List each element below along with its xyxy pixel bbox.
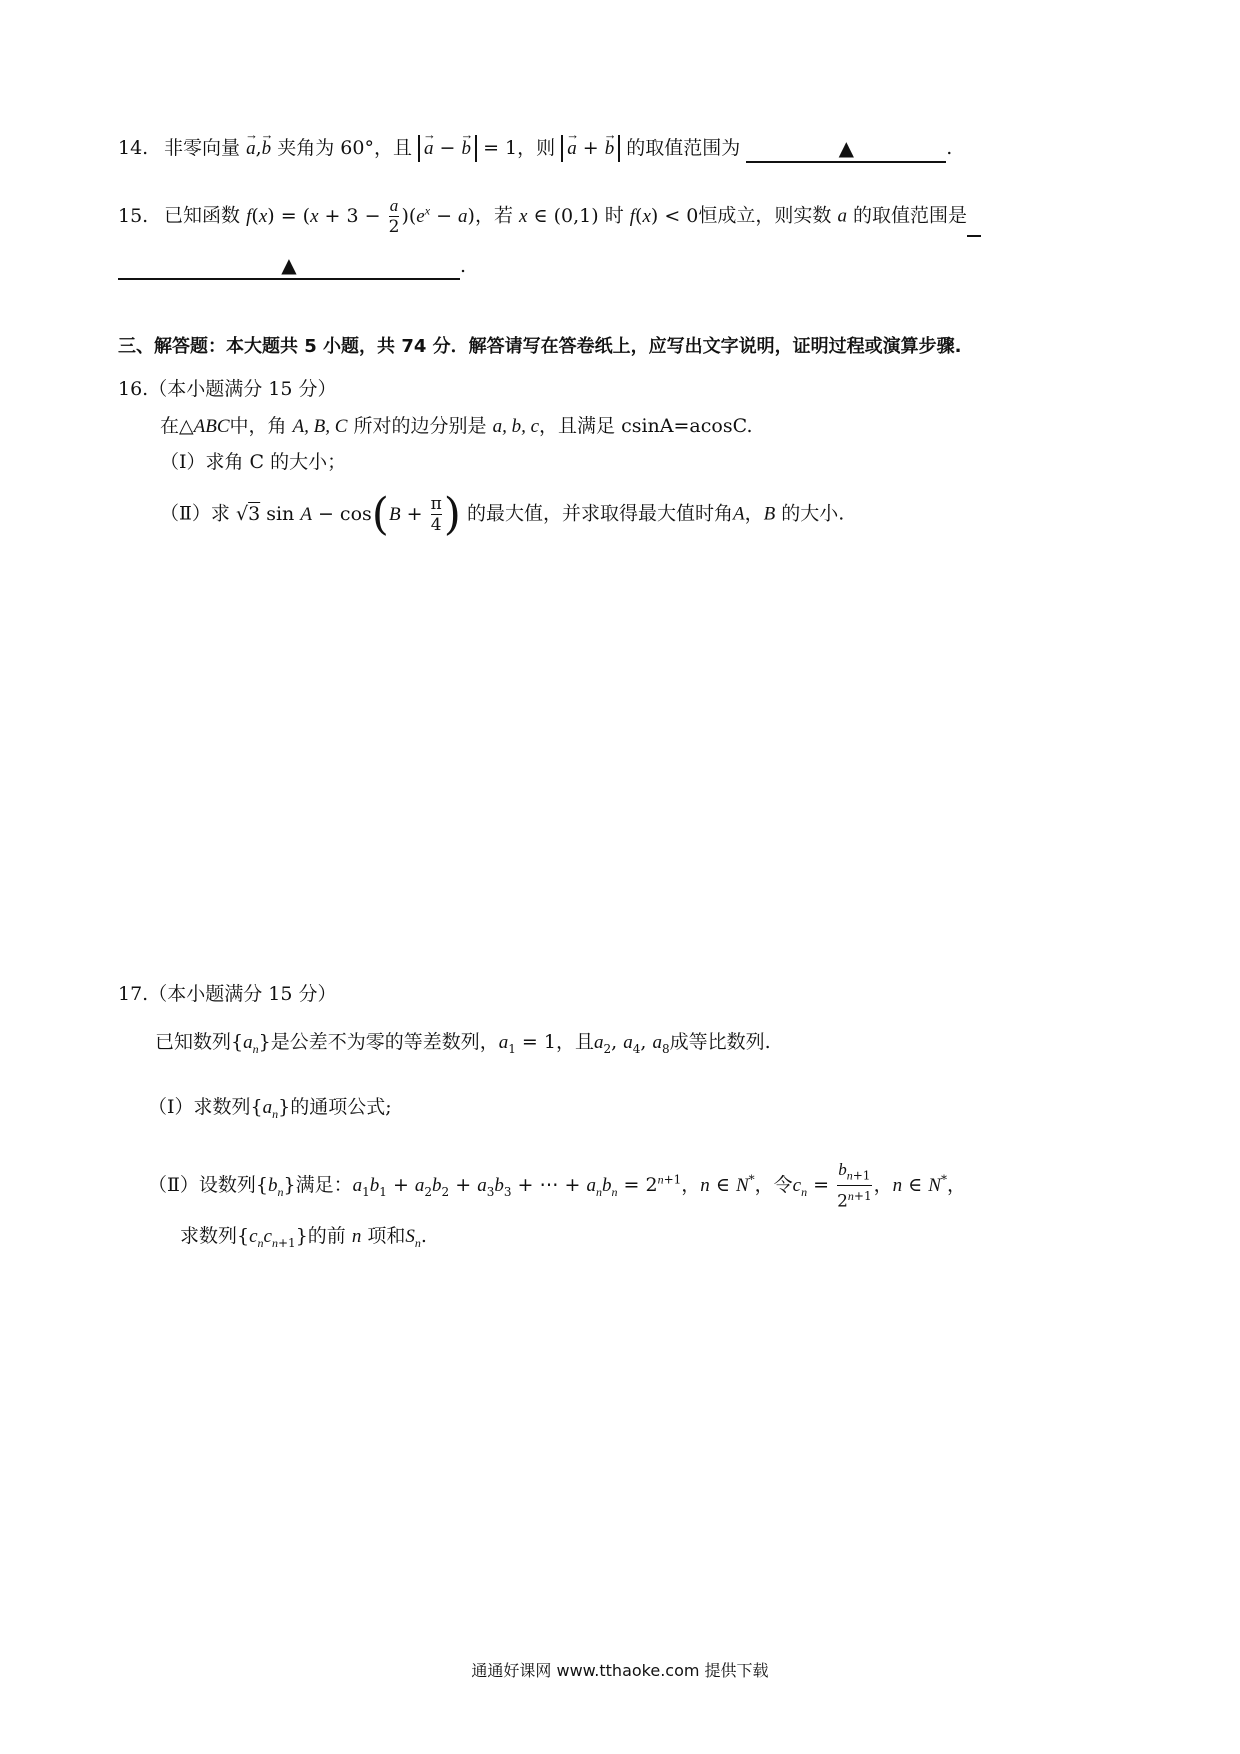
q17-text: 满足： (295, 1174, 353, 1197)
question-15 (118, 196, 981, 237)
domain-expression: x ∈ (0,1) (519, 204, 599, 227)
page-footer: 通通好课网 www.tthaoke.com 提供下载 (471, 1661, 769, 1680)
q16-text: 所对的边分别是 (353, 415, 487, 437)
q17-text: ，令 (754, 1174, 793, 1197)
question-17-stem: 已知数列$\{a_n\}$是公差不为零的等差数列，$a_1 = 1$，且$a_2$, $a_4$, $a_8$成等比数列. (155, 1031, 771, 1056)
section-heading: 三、解答题：本大题共 5 小题，共 74 分．解答请写在答卷纸上，应写出文字说明，证明过程或演算步骤. (118, 336, 962, 357)
abs-a-plus-b: → a + → b (561, 135, 620, 162)
angle-a: A (732, 503, 745, 525)
q17-text: 成等比数列. (669, 1031, 771, 1053)
answer-blank (746, 136, 946, 163)
abs-a-minus-b: → a − → b (418, 135, 477, 162)
function-expression: f(x) = (x + 3 − $\frac{a}{2}$ )$(e^x - a)$ (246, 196, 475, 237)
q17-text: 是公差不为零的等差数列， (270, 1031, 499, 1053)
question-17-part2: （Ⅱ）设数列$\{b_n\}$满足：$a_1b_1 + a_2b_2 + a_3b_3$ + ⋯ + $a_nb_n = 2^{n+1}$，n ∈ N*，令$c_n$ = $\frac{b_{n+1}}{2^{n+1}}$ ，n ∈ N*， (148, 1160, 966, 1213)
question-16-stem (160, 412, 752, 441)
question-17-part1: （Ⅰ）求数列$\{a_n\}$的通项公式; (148, 1096, 392, 1121)
triangle-name: ABC (193, 416, 230, 437)
q15-end: . (460, 255, 467, 277)
vector-a-b: → a,→ b (246, 137, 271, 159)
q14-end: . (946, 137, 953, 159)
q15-text: 恒成立，则实数 (698, 204, 832, 227)
q17-text: （Ⅰ）求数列 (148, 1096, 251, 1118)
q17-text: 的前 (307, 1225, 346, 1247)
q14-eq: = 1 (483, 137, 518, 159)
q15-text: 的取值范围是 (853, 204, 968, 227)
question-16-part1: （Ⅰ）求角 C 的大小； (160, 451, 347, 473)
question-14 (118, 134, 952, 163)
question-number: 15. (118, 204, 149, 227)
question-15-blank-line (118, 252, 466, 280)
angle-b: B (763, 503, 776, 525)
question-number: 14. (118, 137, 149, 159)
angle-value: 60° (340, 137, 374, 159)
sum-equation: $a_1b_1 + a_2b_2 + a_3b_3$ + ⋯ + $a_nb_n = 2^{n+1}$ (352, 1172, 682, 1199)
triangle-icon: ▲ (281, 253, 297, 277)
q17-text: . (420, 1225, 427, 1247)
q14-text: 非零向量 (164, 137, 241, 159)
question-16-header: 16.（本小题满分 15 分） (118, 378, 337, 400)
q14-text: 夹角为 (277, 137, 335, 159)
q15-text: 时 (604, 204, 624, 227)
q14-text: ，且 (373, 137, 412, 159)
q14-text: ，则 (517, 137, 556, 159)
trig-expression: √3 sin A − cos(B + $\frac{\pi}{4}$ ) (235, 488, 461, 540)
angles: A, B, C (292, 416, 348, 437)
answer-blank (118, 253, 460, 280)
sides: a, b, c (492, 416, 540, 437)
q16-text: （Ⅱ）求 (160, 502, 230, 525)
q17-text: 的通项公式; (290, 1096, 392, 1118)
condition-equation: csinA=acosC. (621, 415, 753, 437)
triangle-icon: ▲ (838, 136, 854, 160)
q17-text: ，且 (555, 1031, 594, 1053)
q15-text: 已知函数 (164, 204, 241, 227)
q16-text: 的最大值，并求取得最大值时角 (466, 502, 733, 525)
question-16-part2: （Ⅱ）求 √3 sin A − cos(B + $\frac{\pi}{4}$ ) 的最大值，并求取得最大值时角A，B 的大小. (160, 488, 845, 540)
question-17-header: 17.（本小题满分 15 分） (118, 983, 337, 1005)
q17-text: 项和 (367, 1225, 406, 1247)
q16-text: 的大小. (781, 502, 845, 525)
q17-text: 求数列 (180, 1225, 238, 1247)
question-17-part3: 求数列$\{c_nc_{n+1}\}$的前 n 项和$S_n$. (180, 1225, 427, 1250)
q17-text: 已知数列 (155, 1031, 232, 1053)
q16-text: ，且满足 (539, 415, 616, 437)
variable-a: a (837, 205, 847, 227)
answer-blank-start (967, 235, 981, 237)
q15-text: ，若 (474, 204, 513, 227)
q14-text: 的取值范围为 (626, 137, 741, 159)
q16-text: 在△ (160, 415, 194, 437)
q17-text: （Ⅱ）设数列 (148, 1174, 256, 1197)
inequality: f(x) < 0 (629, 204, 699, 227)
q16-text: 中，角 (229, 415, 287, 437)
